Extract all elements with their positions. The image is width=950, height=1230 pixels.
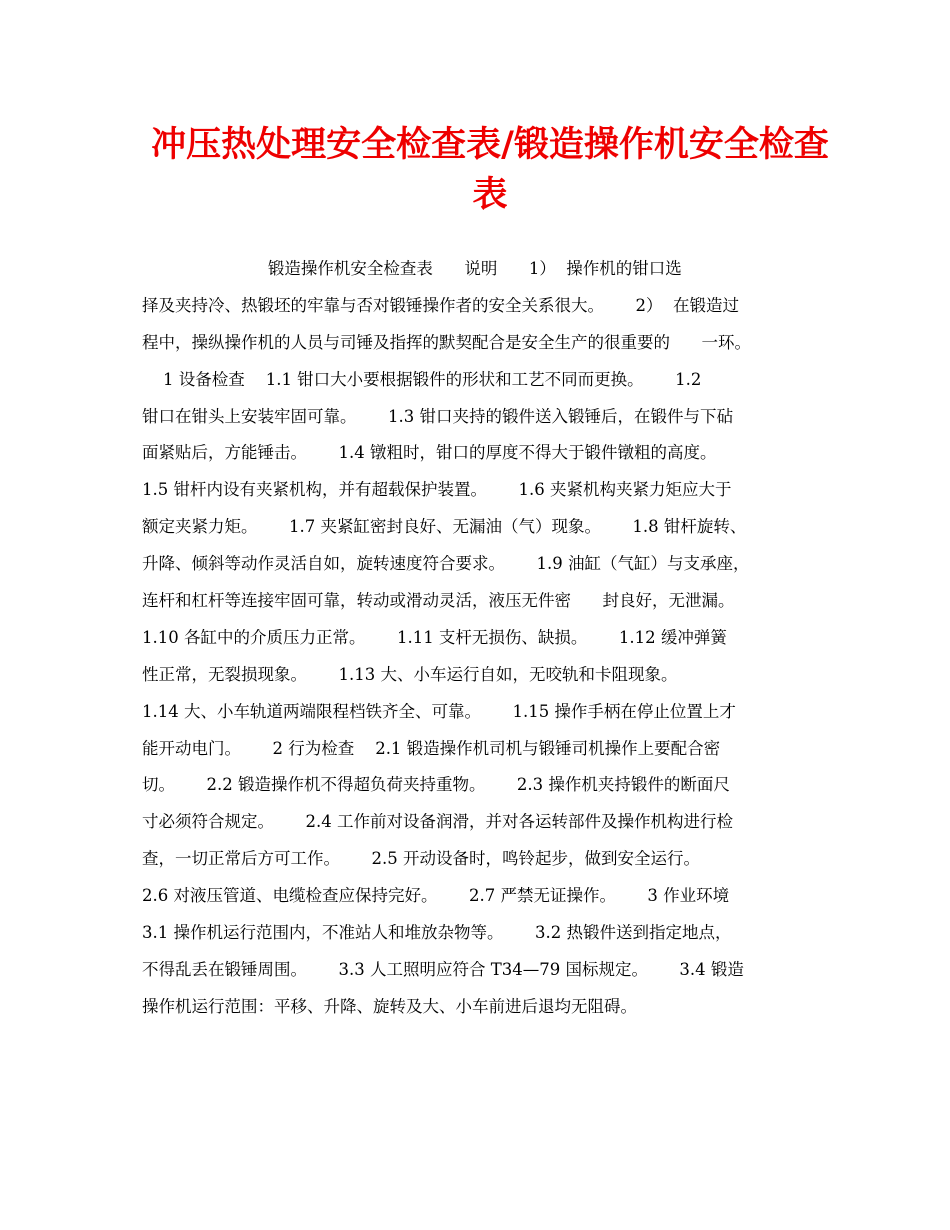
text-line: 不得乱丢在锻锤周围。 3.3 人工照明应符合 T34—79 国标规定。 3.4 锻造 bbox=[142, 959, 744, 979]
text-line: 操作机运行范围：平移、升降、旋转及大、小车前进后退均无阻碍。 bbox=[142, 996, 637, 1016]
text-line: 钳口在钳头上安装牢固可靠。 1.3 钳口夹持的锻件送入锻锤后，在锻件与下砧 bbox=[142, 406, 733, 426]
text-line: 1 设备检查 1.1 钳口大小要根据锻件的形状和工艺不同而更换。 1.2 bbox=[142, 369, 702, 389]
text-line: 面紧贴后，方能锤击。 1.4 镦粗时，钳口的厚度不得大于锻件镦粗的高度。 bbox=[142, 443, 717, 463]
text-line: 查，一切正常后方可工作。 2.5 开动设备时，鸣铃起步，做到安全运行。 bbox=[142, 849, 700, 869]
title-line-2: 表 bbox=[472, 174, 508, 215]
text-line: 2.6 对液压管道、电缆检查应保持完好。 2.7 严禁无证操作。 3 作业环境 bbox=[142, 886, 730, 906]
text-line: 切。 2.2 锻造操作机不得超负荷夹持重物。 2.3 操作机夹持锻件的断面尺 bbox=[142, 775, 730, 795]
text-line: 1.14 大、小车轨道两端限程档铁齐全、可靠。 1.15 操作手柄在停止位置上才 bbox=[142, 701, 736, 721]
text-line: 能开动电门。 2 行为检查 2.1 锻造操作机司机与锻锤司机操作上要配合密 bbox=[142, 738, 721, 758]
text-line: 性正常，无裂损现象。 1.13 大、小车运行自如，无咬轨和卡阻现象。 bbox=[142, 664, 678, 684]
body-text bbox=[142, 251, 832, 1026]
text-line: 额定夹紧力矩。 1.7 夹紧缸密封良好、无漏油（气）现象。 1.8 钳杆旋转、 bbox=[142, 517, 747, 537]
text-line: 锻造操作机安全检查表 说明 1） 操作机的钳口选 bbox=[142, 259, 682, 278]
text-line: 连杆和杠杆等连接牢固可靠，转动或滑动灵活，液压无件密 封良好，无泄漏。 bbox=[142, 591, 735, 611]
text-line: 3.1 操作机运行范围内，不准站人和堆放杂物等。 3.2 热锻件送到指定地点， bbox=[142, 923, 732, 943]
text-line: 1.10 各缸中的介质压力正常。 1.11 支杆无损伤、缺损。 1.12 缓冲弹簧 bbox=[142, 627, 727, 647]
text-line: 程中，操纵操作机的人员与司锤及指挥的默契配合是安全生产的很重要的 一环。 bbox=[142, 332, 751, 352]
text-line: 择及夹持冷、热锻坯的牢靠与否对锻锤操作者的安全关系很大。 2） 在锻造过 bbox=[142, 295, 739, 315]
document-title bbox=[120, 120, 860, 220]
text-line: 寸必须符合规定。 2.4 工作前对设备润滑，并对各运转部件及操作机构进行检 bbox=[142, 812, 733, 832]
text-line: 1.5 钳杆内设有夹紧机构，并有超载保护装置。 1.6 夹紧机构夹紧力矩应大于 bbox=[142, 480, 732, 500]
text-line: 升降、倾斜等动作灵活自如，旋转速度符合要求。 1.9 油缸（气缸）与支承座， bbox=[142, 554, 750, 574]
title-line-1: 冲压热处理安全检查表/锻造操作机安全检查 bbox=[151, 124, 829, 165]
